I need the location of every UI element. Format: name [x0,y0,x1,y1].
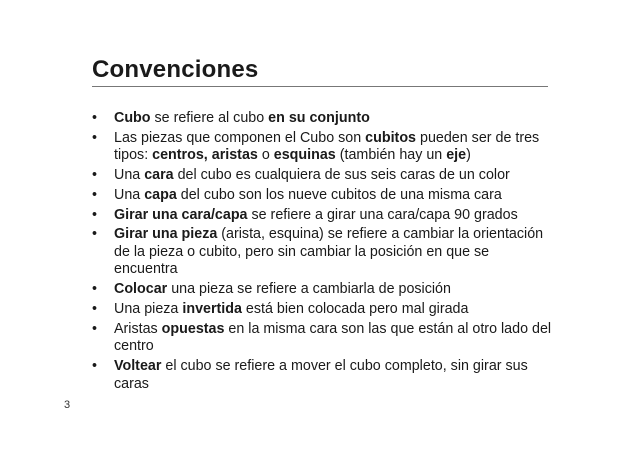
bullet-dot-icon: • [92,301,98,318]
bullet-emphasis: invertida [182,301,242,318]
bullet-text: o [257,147,274,164]
bullet-text: del cubo es cualquiera de sus seis caras de un color [173,167,510,184]
bullet-item [92,187,552,205]
bullet-text: del cubo son los nueve cubitos de una misma cara [176,186,502,203]
bullet-dot-icon: • [92,110,98,126]
bullet-text: Una [114,186,145,203]
bullet-text: Una pieza [114,301,183,318]
bullet-text: una pieza se refiere a cambiarla de posición [167,281,451,298]
bullet-item [92,321,552,356]
bullet-item [92,226,552,279]
bullet-emphasis: opuestas [161,320,225,337]
bullet-text: el cubo se refiere a mover el cubo completo, sin girar sus caras [114,358,528,392]
bullet-text: se refiere al cubo [150,110,269,126]
bullet-item [92,301,552,319]
bullet-emphasis: Girar una cara/capa [114,206,248,223]
bullet-dot-icon: • [92,206,98,223]
bullet-dot-icon: • [92,186,98,203]
bullet-emphasis: esquinas [273,147,336,164]
bullet-dot-icon: • [92,129,98,146]
bullet-dot-icon: • [92,358,98,375]
bullet-emphasis: Colocar [114,281,168,298]
bullet-item [92,358,552,393]
bullet-item [92,281,552,299]
bullet-dot-icon: • [92,320,98,337]
bullet-text: (arista, esquina) se refiere a cambiar la orientación de la pieza o cubito, pero sin cambiar la posición en que se encuentra [114,226,544,278]
bullet-text: Las piezas que componen el Cubo son [114,129,366,146]
bullet-item [92,110,552,128]
bullet-text: está bien colocada pero mal girada [241,301,469,318]
bullet-emphasis: Voltear [114,358,162,375]
bullet-text: pueden ser de tres tipos: [114,129,540,164]
bullet-emphasis: capa [144,186,177,203]
bullet-emphasis: en su conjunto [268,110,370,126]
page-number: 3 [64,399,71,411]
bullet-item [92,130,552,165]
bullet-text: en la misma cara son las que están al otro lado del centro [114,320,552,355]
bullet-emphasis: eje [446,147,467,164]
bullet-text: ) [466,147,471,164]
bullet-text: Aristas [114,320,162,337]
bullet-emphasis: centros, aristas [152,147,258,164]
bullet-emphasis: Girar una pieza [114,226,218,243]
bullet-list [92,110,552,395]
bullet-text: (también hay un [335,147,447,164]
bullet-emphasis: Cubo [114,110,151,126]
bullet-emphasis: cara [144,167,174,184]
bullet-emphasis: cubitos [365,129,417,146]
slide-title: Convenciones [92,56,259,83]
bullet-text: se refiere a girar una cara/capa 90 grados [247,206,518,223]
bullet-item [92,207,552,225]
bullet-dot-icon: • [92,167,98,184]
bullet-text: Una [114,167,145,184]
bullet-item [92,167,552,185]
bullet-dot-icon: • [92,226,98,243]
title-divider [92,86,548,87]
bullet-dot-icon: • [92,281,98,298]
